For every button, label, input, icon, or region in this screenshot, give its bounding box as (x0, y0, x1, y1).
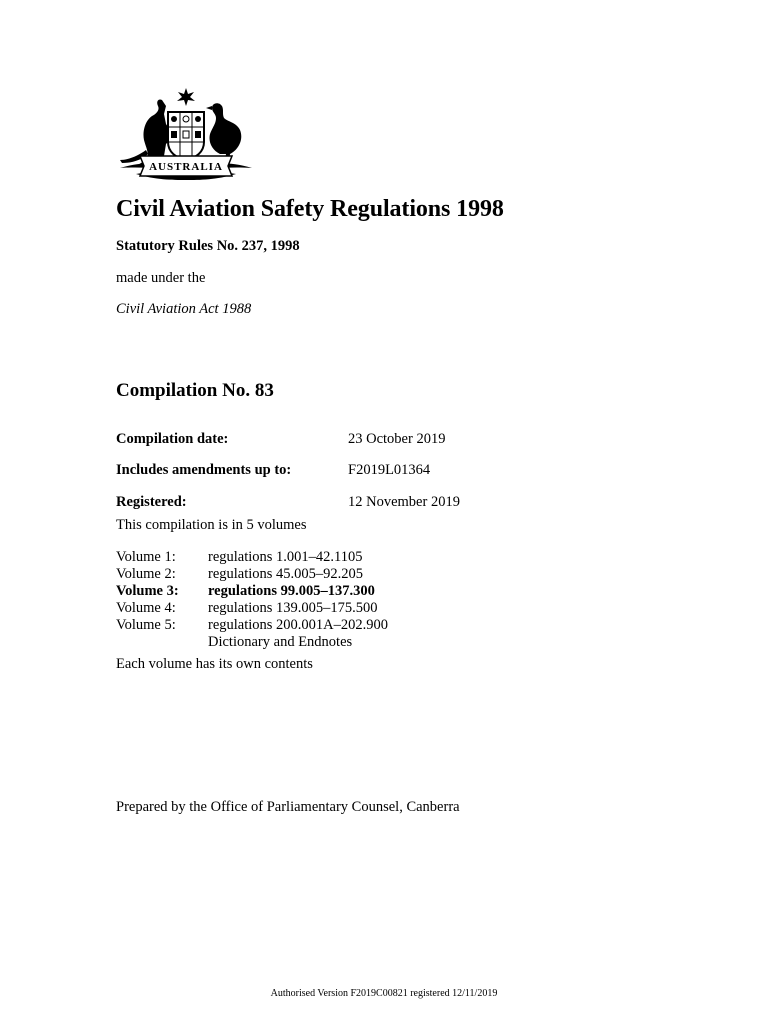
volume-row (116, 617, 388, 634)
volume-row (116, 549, 363, 566)
volume-name: Volume 2: (116, 566, 176, 582)
crest-label: AUSTRALIA (149, 161, 223, 173)
enabling-act: Civil Aviation Act 1988 (116, 301, 252, 317)
volume-name: Volume 1: (116, 549, 176, 565)
volume-range: regulations 139.005–175.500 (208, 600, 378, 616)
volume-5-extra: Dictionary and Endnotes (208, 634, 353, 650)
made-under-text: made under the (116, 270, 206, 286)
volume-row-current (116, 583, 375, 600)
coat-of-arms-icon (116, 84, 256, 184)
prepared-by: Prepared by the Office of Parliamentary Counsel, Canberra (116, 799, 460, 815)
registered-label: Registered: (116, 494, 187, 510)
volume-row (116, 600, 378, 617)
volumes-intro: This compilation is in 5 volumes (116, 517, 307, 533)
document-title: Civil Aviation Safety Regulations 1998 (116, 196, 504, 222)
compilation-date-value: 23 October 2019 (348, 431, 446, 447)
volume-range: regulations 99.005–137.300 (208, 583, 375, 599)
compilation-heading: Compilation No. 83 (116, 380, 274, 401)
volume-row (116, 566, 363, 583)
volume-range: regulations 1.001–42.1105 (208, 549, 363, 565)
own-contents-note: Each volume has its own contents (116, 656, 313, 672)
amendments-label: Includes amendments up to: (116, 462, 292, 478)
authorised-version-footer: Authorised Version F2019C00821 registered 12/11/2019 (270, 988, 498, 999)
volume-name: Volume 4: (116, 600, 176, 616)
statutory-rules-number: Statutory Rules No. 237, 1998 (116, 238, 300, 254)
volume-range: regulations 200.001A–202.900 (208, 617, 389, 633)
registered-value: 12 November 2019 (348, 494, 460, 510)
volume-name: Volume 3: (116, 583, 179, 599)
volume-name: Volume 5: (116, 617, 176, 633)
amendments-value: F2019L01364 (348, 462, 431, 478)
volume-range: regulations 45.005–92.205 (208, 566, 364, 582)
compilation-date-label: Compilation date: (116, 431, 229, 447)
